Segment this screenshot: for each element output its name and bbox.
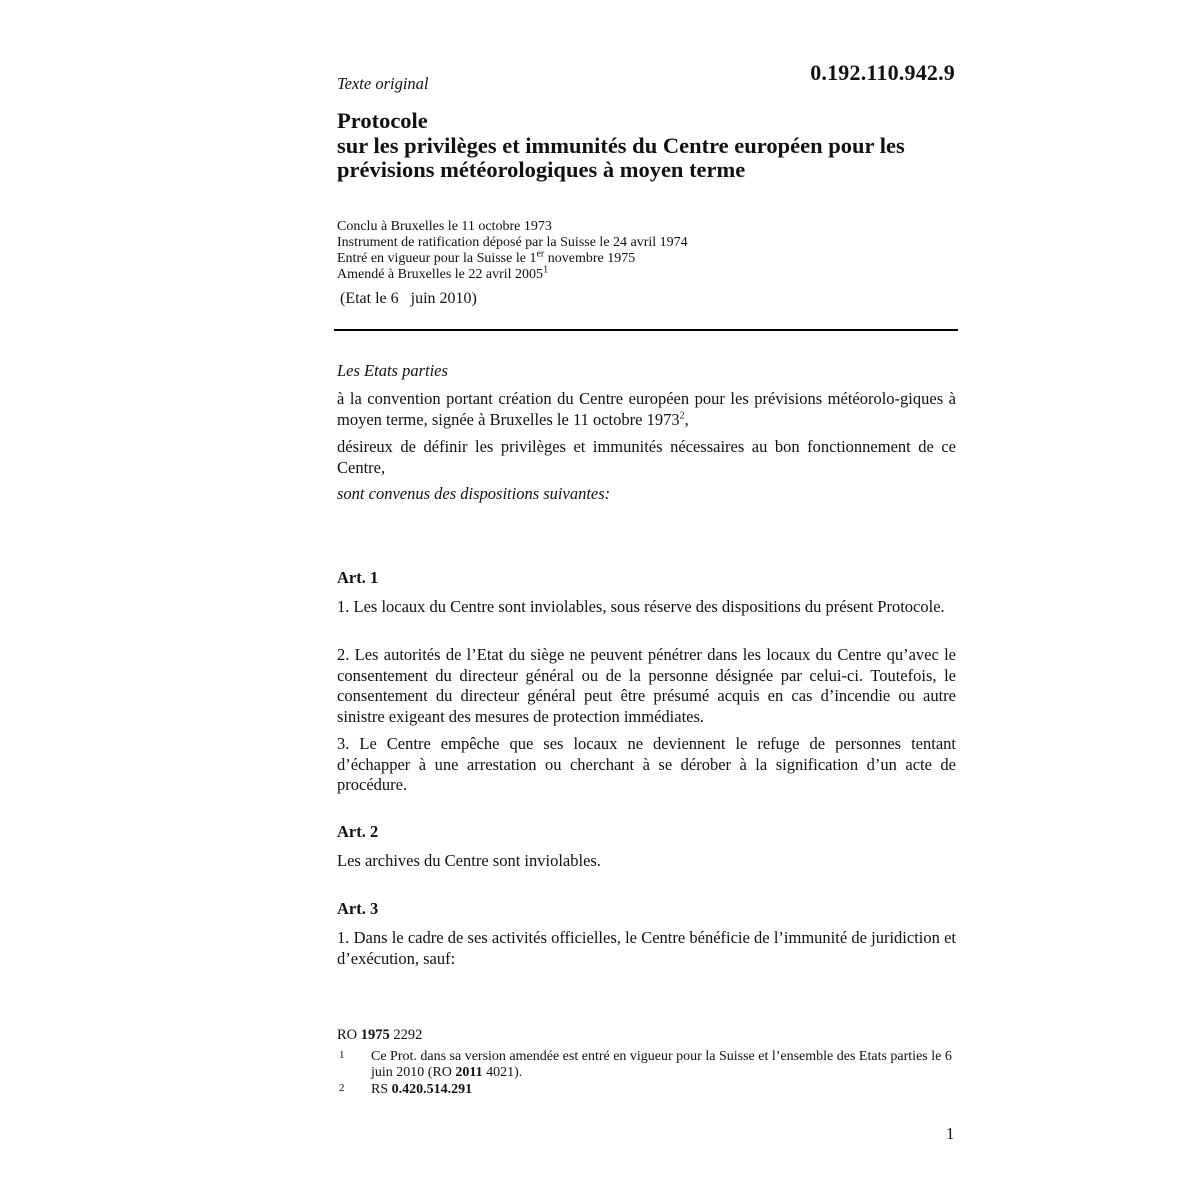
footnote-1-year: 2011: [455, 1065, 483, 1080]
article-1-heading: Art. 1: [337, 568, 379, 587]
title-line-3: prévisions météorologiques à moyen terme: [337, 157, 746, 182]
article-1-paragraph-1: 1. Les locaux du Centre sont inviolables, sous réserve des dispositions du présent Protocole.: [337, 597, 945, 616]
entry-into-force: [337, 248, 688, 267]
title-line-2: sur les privilèges et immunités du Centre européen pour les: [337, 132, 905, 158]
state-date: (Etat le 6 juin 2010): [340, 290, 477, 307]
treaty-metadata: [337, 219, 688, 283]
article-2-paragraph-1: Les archives du Centre sont inviolables.: [337, 851, 601, 870]
amendment-text: Amendé à Bruxelles le 22 avril 2005: [337, 267, 544, 282]
footnote-ref-1[interactable]: 1: [543, 264, 549, 276]
official-collection-reference: [337, 1027, 422, 1044]
entry-into-force-text: Entré en vigueur pour la Suisse le 1: [337, 251, 537, 266]
original-text-label: Texte original: [337, 74, 429, 93]
footnote-2-prefix: RS: [371, 1082, 392, 1097]
document-title: [337, 109, 977, 183]
ro-page: 2292: [389, 1027, 423, 1043]
ro-year: 1975: [360, 1027, 390, 1043]
article-1-paragraph-3: 3. Le Centre empêche que ses locaux ne deviennent le refuge de personnes tentant d’échapper à une arrestation ou cherchant à se dérober à la signification d’un acte de procédure.: [337, 734, 956, 794]
concluded-date: Conclu à Bruxelles le 11 octobre 1973: [337, 219, 552, 234]
preamble-parties: Les Etats parties: [337, 361, 448, 380]
footnote-2-text: [371, 1082, 961, 1098]
footnote-1-number: 1: [339, 1049, 345, 1061]
amendment-date: [337, 264, 688, 283]
footnote-2-number: 2: [339, 1082, 345, 1094]
page-number: 1: [946, 1124, 955, 1143]
footnote-2-reference: 0.420.514.291: [391, 1082, 473, 1097]
article-3-paragraph-1: 1. Dans le cadre de ses activités officielles, le Centre bénéficie de l’immunité de juridiction et d’exécution, sauf:: [337, 928, 956, 968]
footnote-ref-2[interactable]: 2: [679, 410, 685, 421]
header-divider: [334, 329, 958, 331]
ro-prefix: RO: [337, 1027, 361, 1043]
preamble-paragraph-1: [337, 389, 956, 430]
entry-into-force-superscript: er: [536, 248, 545, 260]
preamble-paragraph-1-text: à la convention portant création du Centre européen pour les prévisions météorolo-giques à moyen terme, signée à Bruxelles le 11 octobre 1973: [337, 389, 956, 429]
footnote-1-text: [371, 1049, 961, 1081]
ratification-date: Instrument de ratification déposé par la Suisse le 24 avril 1974: [337, 235, 688, 250]
preamble-paragraph-3: sont convenus des dispositions suivantes:: [337, 484, 611, 503]
article-1-paragraph-2: 2. Les autorités de l’Etat du siège ne peuvent pénétrer dans les locaux du Centre qu’avec le consentement du directeur général ou de la personne désignée par celui-ci. Toutefois, le consentement du directeur général peut être présumé acquis en cas d’incendie ou autre sinistre exigeant des mesures de protection immédiates.: [337, 645, 956, 726]
preamble-paragraph-2: désireux de définir les privilèges et immunités nécessaires au bon fonctionnement de ce Centre,: [337, 437, 956, 477]
title-line-1: Protocole: [337, 108, 428, 133]
preamble-paragraph-1-end: ,: [684, 409, 689, 429]
footnote-1-text-b: 4021).: [482, 1065, 523, 1080]
footnote-1-text-a: Ce Prot. dans sa version amendée est entré en vigueur pour la Suisse et l’ensemble des Etats parties le 6 juin 2010 (RO: [371, 1049, 952, 1080]
entry-into-force-month: novembre 1975: [544, 251, 636, 266]
article-2-heading: Art. 2: [337, 822, 379, 841]
article-3-heading: Art. 3: [337, 899, 379, 918]
document-reference-number: 0.192.110.942.9: [810, 60, 955, 85]
